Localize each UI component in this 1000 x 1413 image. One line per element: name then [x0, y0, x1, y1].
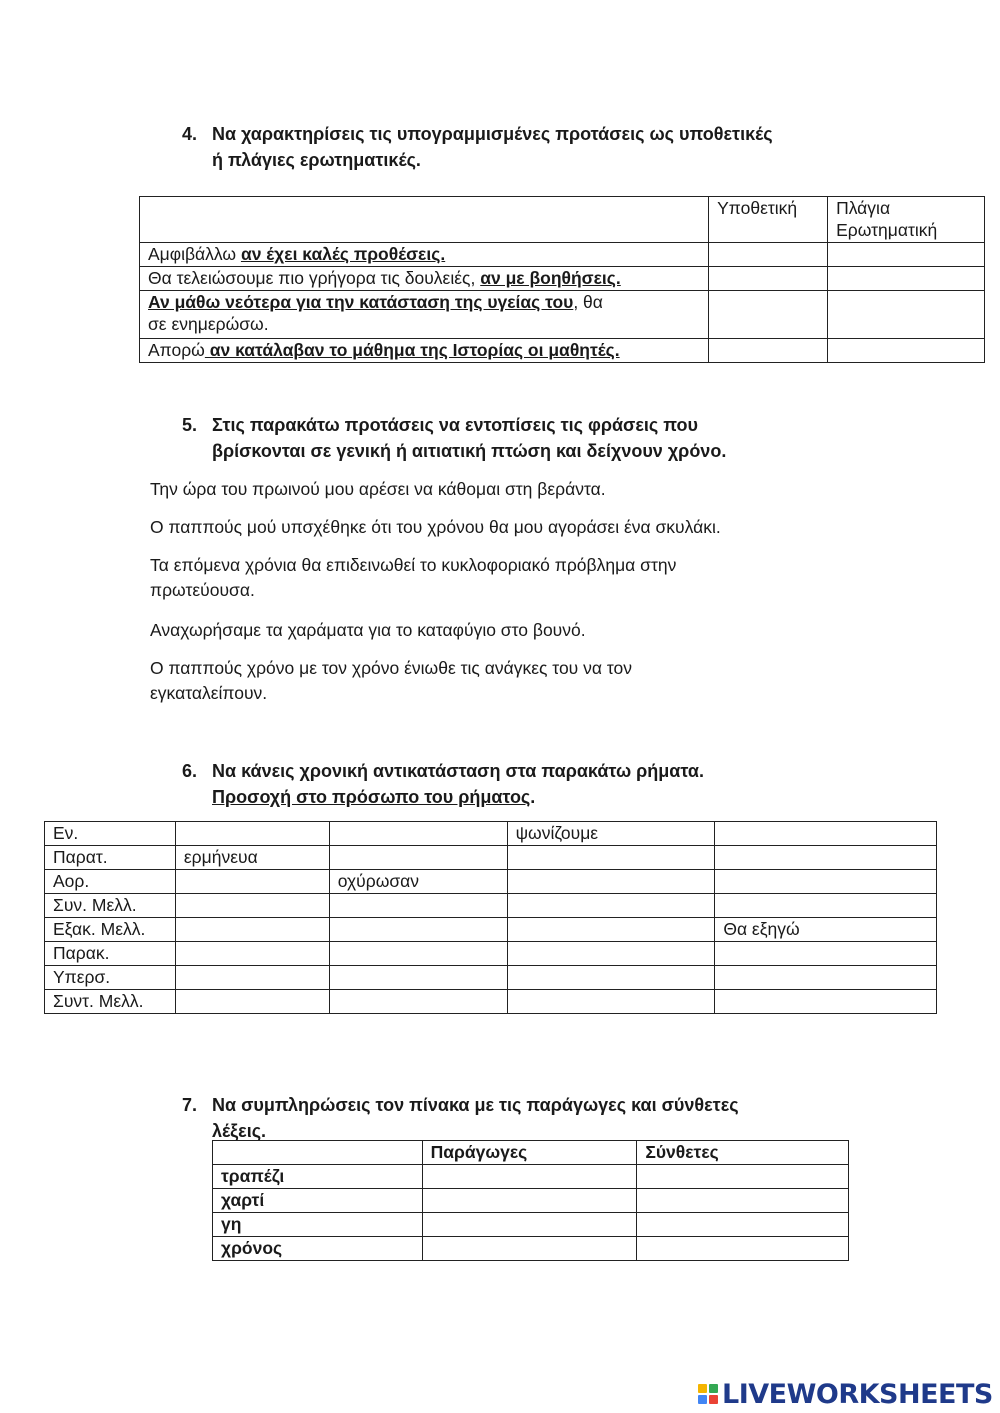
logo-squares-icon: [698, 1384, 718, 1404]
q6-answer-cell[interactable]: [715, 822, 937, 846]
q6-answer-cell[interactable]: [715, 966, 937, 990]
q6-answer-cell[interactable]: [175, 966, 329, 990]
q6-tense-label: Εν.: [45, 822, 176, 846]
q7-row: [213, 1213, 849, 1237]
q4-sentence-2: [140, 267, 709, 291]
q6-answer-cell[interactable]: [329, 990, 507, 1014]
question-6-note: Προσοχή στο πρόσωπο του ρήματος: [212, 787, 531, 807]
question-7-line2: λέξεις.: [212, 1121, 267, 1141]
q6-tense-label: Παρακ.: [45, 942, 176, 966]
q6-given-verb: οχύρωσαν: [329, 870, 507, 894]
question-4-number: 4.: [182, 124, 198, 144]
q4-sentence-1: [140, 243, 709, 267]
q4-answer-plagia-1[interactable]: [828, 243, 985, 267]
logo-square-4: [709, 1395, 718, 1404]
q6-given-verb: ψωνίζουμε: [507, 822, 715, 846]
q6-tense-label: Εξακ. Μελλ.: [45, 918, 176, 942]
question-4-line2: ή πλάγιες ερωτηματικές.: [212, 150, 421, 170]
q6-tense-label: Αορ.: [45, 870, 176, 894]
q6-given-verb: Θα εξηγώ: [715, 918, 937, 942]
q7-header-word: [213, 1141, 423, 1165]
question-7-line1: Να συμπληρώσεις τον πίνακα με τις παράγωγες και σύνθετες: [212, 1095, 739, 1115]
q7-row: [213, 1237, 849, 1261]
q6-answer-cell[interactable]: [715, 870, 937, 894]
q4-s3-underlined: Αν μάθω νεότερα για την κατάσταση της υγείας του: [148, 292, 574, 312]
q4-answer-plagia-2[interactable]: [828, 267, 985, 291]
q6-answer-cell[interactable]: [507, 870, 715, 894]
q7-compound-answer[interactable]: [637, 1213, 849, 1237]
q4-s4-underlined: αν κατάλαβαν το μάθημα της Ιστορίας οι μαθητές.: [204, 340, 620, 360]
q4-answer-hyp-1[interactable]: [709, 243, 828, 267]
liveworksheets-logo: [698, 1376, 993, 1412]
q4-sentence-4: [140, 339, 709, 363]
q7-derivative-answer[interactable]: [422, 1237, 637, 1261]
q5-sentence-3-line1: Τα επόμενα χρόνια θα επιδεινωθεί το κυκλοφοριακό πρόβλημα στην: [150, 555, 677, 575]
q5-sentence-1: Την ώρα του πρωινού μου αρέσει να κάθομαι στη βεράντα.: [150, 479, 606, 499]
question-5-number: 5.: [182, 415, 198, 435]
q7-word: χρόνος: [213, 1237, 423, 1261]
q4-table: [139, 196, 985, 363]
q6-answer-cell[interactable]: [507, 990, 715, 1014]
q5-sentence-5-line1: Ο παππούς χρόνο με τον χρόνο ένιωθε τις ανάγκες του να τον: [150, 658, 632, 678]
q4-header-hypothetical: Υποθετική: [709, 197, 828, 243]
q4-header-plagia: Πλάγια: [836, 198, 891, 218]
q6-answer-cell[interactable]: [507, 942, 715, 966]
q6-tense-label: Παρατ.: [45, 846, 176, 870]
q6-answer-cell[interactable]: [507, 918, 715, 942]
q4-s2-plain: Θα τελειώσουμε πιο γρήγορα τις δουλειές,: [148, 268, 481, 288]
q6-row: [45, 894, 937, 918]
q6-answer-cell[interactable]: [507, 894, 715, 918]
q6-row: [45, 990, 937, 1014]
q6-answer-cell[interactable]: [715, 942, 937, 966]
logo-square-1: [698, 1384, 707, 1393]
q4-answer-hyp-3[interactable]: [709, 291, 828, 339]
q6-answer-cell[interactable]: [715, 990, 937, 1014]
q5-sentence-4: Αναχωρήσαμε τα χαράματα για το καταφύγιο στο βουνό.: [150, 620, 586, 640]
q6-answer-cell[interactable]: [175, 894, 329, 918]
q4-s3-line2: σε ενημερώσω.: [148, 314, 269, 334]
q6-row: [45, 846, 937, 870]
q7-row: [213, 1189, 849, 1213]
q7-header-compounds: Σύνθετες: [637, 1141, 849, 1165]
logo-square-3: [698, 1395, 707, 1404]
question-6-number: 6.: [182, 761, 198, 781]
q6-answer-cell[interactable]: [175, 870, 329, 894]
q6-answer-cell[interactable]: [329, 942, 507, 966]
question-4-line1: Να χαρακτηρίσεις τις υπογραμμισμένες προτάσεις ως υποθετικές: [212, 124, 773, 144]
q4-s4-plain: Απορώ: [148, 340, 205, 360]
question-5-line1: Στις παρακάτω προτάσεις να εντοπίσεις τις φράσεις που: [212, 415, 699, 435]
question-7-number: 7.: [182, 1095, 198, 1115]
q7-word: χαρτί: [213, 1189, 423, 1213]
q6-answer-cell[interactable]: [507, 966, 715, 990]
q6-row: [45, 918, 937, 942]
q7-derivative-answer[interactable]: [422, 1165, 637, 1189]
q6-answer-cell[interactable]: [175, 942, 329, 966]
question-5-line2: βρίσκονται σε γενική ή αιτιατική πτώση και δείχνουν χρόνο.: [212, 441, 727, 461]
q4-answer-hyp-4[interactable]: [709, 339, 828, 363]
q6-answer-cell[interactable]: [329, 894, 507, 918]
q4-s1-plain: Αμφιβάλλω: [148, 244, 241, 264]
q7-compound-answer[interactable]: [637, 1237, 849, 1261]
q4-answer-plagia-3[interactable]: [828, 291, 985, 339]
q4-answer-plagia-4[interactable]: [828, 339, 985, 363]
q6-answer-cell[interactable]: [175, 822, 329, 846]
q6-answer-cell[interactable]: [715, 846, 937, 870]
q7-word: τραπέζι: [213, 1165, 423, 1189]
q6-given-verb: ερμήνευα: [175, 846, 329, 870]
q4-s1-underlined: αν έχει καλές προθέσεις.: [240, 244, 446, 264]
q5-sentence-5-line2: εγκαταλείπουν.: [150, 683, 268, 703]
q7-header-derivatives: Παράγωγες: [422, 1141, 637, 1165]
q4-s3-plain: , θα: [573, 292, 603, 312]
question-7: [182, 1093, 832, 1143]
q7-row: [213, 1165, 849, 1189]
q6-tense-label: Υπερσ.: [45, 966, 176, 990]
question-6-note-period: .: [530, 787, 536, 807]
q6-answer-cell[interactable]: [329, 822, 507, 846]
question-4: [182, 122, 862, 172]
q6-row: [45, 966, 937, 990]
q4-sentence-3: [140, 291, 709, 339]
q4-answer-hyp-2[interactable]: [709, 267, 828, 291]
q6-row: [45, 822, 937, 846]
q6-row: [45, 870, 937, 894]
q7-compound-answer[interactable]: [637, 1165, 849, 1189]
question-6-line1: Να κάνεις χρονική αντικατάσταση στα παρακάτω ρήματα.: [212, 761, 704, 781]
q6-answer-cell[interactable]: [329, 966, 507, 990]
q6-row: [45, 942, 937, 966]
q6-answer-cell[interactable]: [329, 846, 507, 870]
q6-table: [44, 821, 937, 1014]
q6-answer-cell[interactable]: [507, 846, 715, 870]
q6-answer-cell[interactable]: [329, 918, 507, 942]
q6-answer-cell[interactable]: [715, 894, 937, 918]
q6-answer-cell[interactable]: [175, 990, 329, 1014]
logo-text: LIVEWORKSHEETS: [722, 1378, 993, 1410]
question-6: [182, 759, 832, 809]
q4-header-indirect-question: [828, 197, 985, 243]
q5-sentence-2: Ο παππούς μού υπσχέθηκε ότι του χρόνου θα μου αγοράσει ένα σκυλάκι.: [150, 517, 721, 537]
q7-word: γη: [213, 1213, 423, 1237]
q7-derivative-answer[interactable]: [422, 1189, 637, 1213]
q7-compound-answer[interactable]: [637, 1189, 849, 1213]
q7-table: [212, 1140, 849, 1261]
q6-answer-cell[interactable]: [175, 918, 329, 942]
question-5: [182, 413, 832, 463]
q4-s2-underlined: αν με βοηθήσεις.: [480, 268, 621, 288]
question-6-line2: [212, 785, 535, 809]
q6-tense-label: Συν. Μελλ.: [45, 894, 176, 918]
q5-sentence-3-line2: πρωτεύουσα.: [150, 580, 255, 600]
q4-header-erotimatiki: Ερωτηματική: [836, 220, 938, 240]
q7-derivative-answer[interactable]: [422, 1213, 637, 1237]
q6-tense-label: Συντ. Μελλ.: [45, 990, 176, 1014]
logo-square-2: [709, 1384, 718, 1393]
